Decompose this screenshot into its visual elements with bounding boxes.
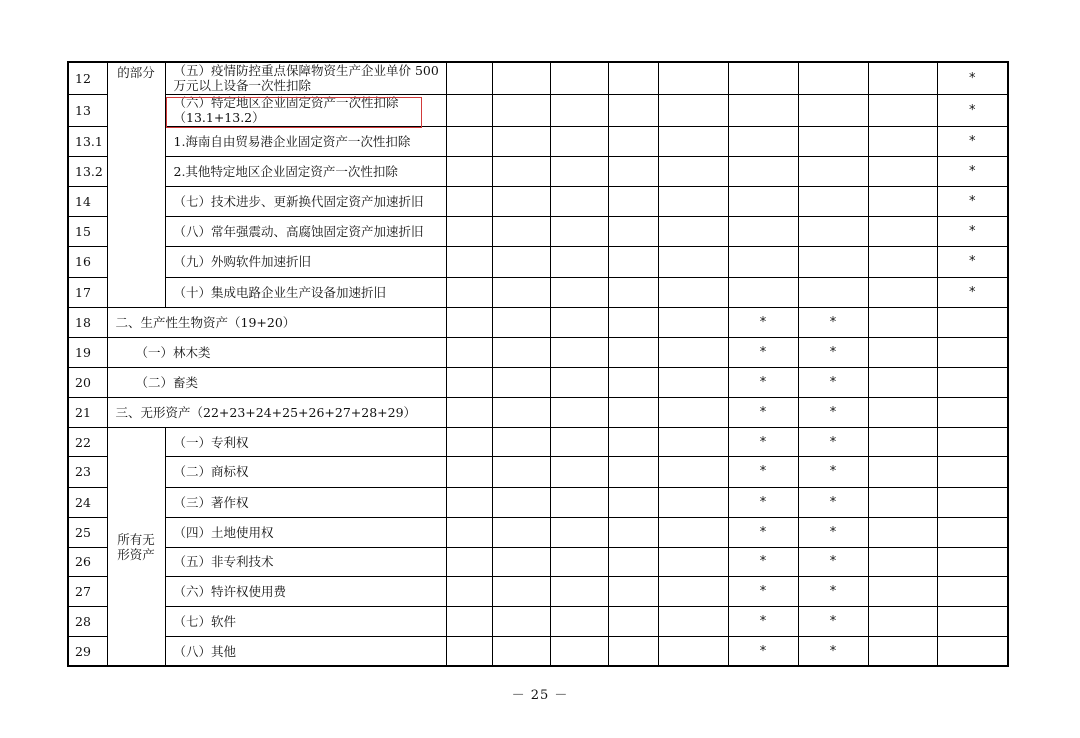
row-number: 16 xyxy=(68,247,107,277)
row-number: 13 xyxy=(68,94,107,126)
value-cell xyxy=(492,637,550,666)
value-cell xyxy=(492,94,550,126)
table-row xyxy=(68,607,1008,637)
table-row xyxy=(68,337,1008,367)
value-cell xyxy=(492,247,550,277)
item-label: （四）土地使用权 xyxy=(165,517,446,547)
table-row xyxy=(68,217,1008,247)
value-cell xyxy=(550,517,608,547)
value-cell xyxy=(937,487,1008,517)
table-row xyxy=(68,187,1008,217)
value-cell xyxy=(492,156,550,186)
value-cell xyxy=(492,398,550,428)
table-row xyxy=(68,307,1008,337)
value-cell: * xyxy=(798,487,868,517)
value-cell xyxy=(550,217,608,247)
table-row xyxy=(68,457,1008,487)
table-row xyxy=(68,487,1008,517)
value-cell xyxy=(937,428,1008,457)
item-label: （十）集成电路企业生产设备加速折旧 xyxy=(165,277,446,307)
value-cell xyxy=(492,337,550,367)
row-number: 18 xyxy=(68,307,107,337)
value-cell xyxy=(868,398,937,428)
table-row xyxy=(68,62,1008,94)
value-cell: * xyxy=(937,156,1008,186)
value-cell xyxy=(492,576,550,606)
value-cell: * xyxy=(798,428,868,457)
value-cell xyxy=(937,637,1008,666)
value-cell: * xyxy=(728,517,798,547)
value-cell xyxy=(446,457,492,487)
value-cell xyxy=(868,607,937,637)
value-cell xyxy=(658,307,728,337)
value-cell xyxy=(658,517,728,547)
item-label: （五）疫情防控重点保障物资生产企业单价 500 万元以上设备一次性扣除 xyxy=(165,62,446,94)
value-cell xyxy=(492,607,550,637)
value-cell xyxy=(728,62,798,94)
value-cell xyxy=(658,637,728,666)
row-number: 23 xyxy=(68,457,107,487)
value-cell xyxy=(550,307,608,337)
value-cell xyxy=(798,247,868,277)
page-number: － 25 － xyxy=(511,688,569,703)
depreciation-table xyxy=(67,61,1009,667)
value-cell xyxy=(550,428,608,457)
item-label: （七）技术进步、更新换代固定资产加速折旧 xyxy=(165,187,446,217)
value-cell xyxy=(608,156,658,186)
value-cell: * xyxy=(728,576,798,606)
value-cell xyxy=(446,428,492,457)
table-row xyxy=(68,547,1008,576)
value-cell: * xyxy=(728,547,798,576)
item-label: （一）林木类 xyxy=(107,337,446,367)
value-cell xyxy=(868,187,937,217)
value-cell xyxy=(658,547,728,576)
value-cell: * xyxy=(937,217,1008,247)
value-cell xyxy=(728,277,798,307)
value-cell xyxy=(608,637,658,666)
value-cell xyxy=(550,398,608,428)
value-cell xyxy=(728,126,798,156)
value-cell: * xyxy=(937,62,1008,94)
value-cell xyxy=(550,547,608,576)
value-cell xyxy=(868,217,937,247)
value-cell xyxy=(446,398,492,428)
table-row xyxy=(68,428,1008,457)
item-label: （八）其他 xyxy=(165,637,446,666)
value-cell: * xyxy=(728,367,798,397)
item-label: （二）商标权 xyxy=(165,457,446,487)
value-cell xyxy=(868,637,937,666)
row-number: 17 xyxy=(68,277,107,307)
value-cell xyxy=(937,398,1008,428)
value-cell xyxy=(728,187,798,217)
item-label: （三）著作权 xyxy=(165,487,446,517)
value-cell xyxy=(937,457,1008,487)
value-cell xyxy=(868,156,937,186)
row-number: 22 xyxy=(68,428,107,457)
row-number: 14 xyxy=(68,187,107,217)
value-cell xyxy=(937,576,1008,606)
value-cell xyxy=(868,547,937,576)
value-cell xyxy=(446,637,492,666)
value-cell xyxy=(446,607,492,637)
value-cell xyxy=(446,156,492,186)
value-cell xyxy=(937,367,1008,397)
value-cell xyxy=(492,187,550,217)
value-cell xyxy=(446,307,492,337)
value-cell xyxy=(492,277,550,307)
value-cell: * xyxy=(798,576,868,606)
value-cell: * xyxy=(728,428,798,457)
value-cell: * xyxy=(798,637,868,666)
row-number: 13.1 xyxy=(68,126,107,156)
value-cell xyxy=(937,607,1008,637)
item-label: 三、无形资产（22+23+24+25+26+27+28+29） xyxy=(107,398,446,428)
table-body xyxy=(68,62,1008,666)
item-label: （六）特定地区企业固定资产一次性扣除（13.1+13.2） xyxy=(165,94,446,126)
value-cell: * xyxy=(937,126,1008,156)
value-cell xyxy=(608,607,658,637)
value-cell xyxy=(492,126,550,156)
value-cell xyxy=(798,156,868,186)
value-cell xyxy=(608,126,658,156)
value-cell xyxy=(550,94,608,126)
value-cell xyxy=(658,337,728,367)
item-label: （八）常年强震动、高腐蚀固定资产加速折旧 xyxy=(165,217,446,247)
value-cell xyxy=(608,307,658,337)
value-cell xyxy=(446,94,492,126)
value-cell xyxy=(550,277,608,307)
value-cell xyxy=(868,62,937,94)
value-cell xyxy=(446,367,492,397)
value-cell xyxy=(608,247,658,277)
item-label: 1.海南自由贸易港企业固定资产一次性扣除 xyxy=(165,126,446,156)
value-cell xyxy=(728,217,798,247)
value-cell xyxy=(658,217,728,247)
value-cell: * xyxy=(728,607,798,637)
table-row xyxy=(68,637,1008,666)
row-number: 28 xyxy=(68,607,107,637)
value-cell: * xyxy=(798,607,868,637)
value-cell xyxy=(550,126,608,156)
value-cell xyxy=(492,487,550,517)
value-cell xyxy=(492,307,550,337)
row-number: 27 xyxy=(68,576,107,606)
value-cell xyxy=(658,247,728,277)
value-cell: * xyxy=(937,277,1008,307)
item-label: （七）软件 xyxy=(165,607,446,637)
value-cell xyxy=(658,457,728,487)
value-cell: * xyxy=(937,247,1008,277)
value-cell xyxy=(868,367,937,397)
value-cell xyxy=(868,487,937,517)
value-cell xyxy=(937,517,1008,547)
value-cell xyxy=(658,187,728,217)
value-cell xyxy=(550,156,608,186)
value-cell xyxy=(798,126,868,156)
value-cell xyxy=(446,487,492,517)
value-cell xyxy=(658,156,728,186)
value-cell xyxy=(658,576,728,606)
value-cell: * xyxy=(798,547,868,576)
value-cell xyxy=(868,517,937,547)
value-cell xyxy=(550,576,608,606)
row-number: 21 xyxy=(68,398,107,428)
value-cell xyxy=(608,457,658,487)
value-cell xyxy=(868,307,937,337)
table-row xyxy=(68,94,1008,126)
value-cell xyxy=(446,217,492,247)
value-cell xyxy=(728,156,798,186)
value-cell xyxy=(492,457,550,487)
value-cell xyxy=(608,547,658,576)
value-cell xyxy=(728,94,798,126)
value-cell xyxy=(550,337,608,367)
value-cell: * xyxy=(728,487,798,517)
value-cell: * xyxy=(798,457,868,487)
value-cell xyxy=(798,187,868,217)
value-cell xyxy=(608,398,658,428)
value-cell xyxy=(608,94,658,126)
value-cell xyxy=(492,428,550,457)
value-cell xyxy=(728,247,798,277)
value-cell xyxy=(658,277,728,307)
value-cell xyxy=(492,217,550,247)
value-cell xyxy=(608,62,658,94)
value-cell: * xyxy=(728,337,798,367)
value-cell xyxy=(798,62,868,94)
value-cell: * xyxy=(798,367,868,397)
row-number: 12 xyxy=(68,62,107,94)
value-cell xyxy=(798,94,868,126)
value-cell xyxy=(868,94,937,126)
value-cell xyxy=(937,337,1008,367)
item-label: （九）外购软件加速折旧 xyxy=(165,247,446,277)
value-cell xyxy=(608,428,658,457)
item-label: （六）特许权使用费 xyxy=(165,576,446,606)
value-cell xyxy=(492,367,550,397)
value-cell: * xyxy=(728,637,798,666)
value-cell xyxy=(658,62,728,94)
value-cell xyxy=(608,337,658,367)
group-label-intangible: 所有无形资产 xyxy=(107,428,165,666)
value-cell xyxy=(550,62,608,94)
value-cell xyxy=(868,576,937,606)
table-row xyxy=(68,126,1008,156)
item-label: （二）畜类 xyxy=(107,367,446,397)
value-cell: * xyxy=(728,307,798,337)
table-row xyxy=(68,398,1008,428)
value-cell xyxy=(550,247,608,277)
value-cell xyxy=(868,247,937,277)
value-cell: * xyxy=(798,337,868,367)
value-cell xyxy=(798,217,868,247)
value-cell: * xyxy=(728,457,798,487)
value-cell xyxy=(798,277,868,307)
row-number: 15 xyxy=(68,217,107,247)
value-cell xyxy=(608,517,658,547)
row-number: 24 xyxy=(68,487,107,517)
item-label: 二、生产性生物资产（19+20） xyxy=(107,307,446,337)
item-label: （一）专利权 xyxy=(165,428,446,457)
item-label: 2.其他特定地区企业固定资产一次性扣除 xyxy=(165,156,446,186)
value-cell xyxy=(608,367,658,397)
row-number: 26 xyxy=(68,547,107,576)
value-cell xyxy=(937,547,1008,576)
value-cell xyxy=(658,126,728,156)
value-cell xyxy=(868,457,937,487)
value-cell xyxy=(608,277,658,307)
value-cell: * xyxy=(798,307,868,337)
value-cell xyxy=(868,277,937,307)
value-cell xyxy=(446,187,492,217)
value-cell xyxy=(608,487,658,517)
value-cell xyxy=(658,367,728,397)
value-cell xyxy=(492,517,550,547)
value-cell xyxy=(658,428,728,457)
row-number: 29 xyxy=(68,637,107,666)
value-cell xyxy=(446,126,492,156)
value-cell: * xyxy=(798,398,868,428)
value-cell xyxy=(658,398,728,428)
value-cell xyxy=(608,217,658,247)
value-cell xyxy=(492,62,550,94)
value-cell xyxy=(550,367,608,397)
value-cell xyxy=(446,337,492,367)
value-cell xyxy=(658,94,728,126)
table-row xyxy=(68,277,1008,307)
row-number: 20 xyxy=(68,367,107,397)
value-cell xyxy=(492,547,550,576)
value-cell xyxy=(446,62,492,94)
row-number: 13.2 xyxy=(68,156,107,186)
value-cell xyxy=(550,187,608,217)
value-cell xyxy=(550,607,608,637)
table-row xyxy=(68,156,1008,186)
value-cell xyxy=(446,576,492,606)
table-row xyxy=(68,517,1008,547)
group-label-fixed-assets: 的部分 xyxy=(107,62,165,307)
row-number: 25 xyxy=(68,517,107,547)
row-number: 19 xyxy=(68,337,107,367)
table-row xyxy=(68,247,1008,277)
item-label: （五）非专利技术 xyxy=(165,547,446,576)
value-cell xyxy=(658,607,728,637)
value-cell: * xyxy=(937,94,1008,126)
value-cell xyxy=(937,307,1008,337)
value-cell: * xyxy=(798,517,868,547)
value-cell xyxy=(550,637,608,666)
value-cell: * xyxy=(937,187,1008,217)
value-cell xyxy=(446,547,492,576)
value-cell xyxy=(446,277,492,307)
value-cell xyxy=(446,517,492,547)
value-cell xyxy=(550,457,608,487)
value-cell xyxy=(550,487,608,517)
value-cell: * xyxy=(728,398,798,428)
table-row xyxy=(68,576,1008,606)
value-cell xyxy=(658,487,728,517)
value-cell xyxy=(868,337,937,367)
value-cell xyxy=(868,428,937,457)
value-cell xyxy=(446,247,492,277)
table-row xyxy=(68,367,1008,397)
value-cell xyxy=(608,576,658,606)
value-cell xyxy=(868,126,937,156)
value-cell xyxy=(608,187,658,217)
